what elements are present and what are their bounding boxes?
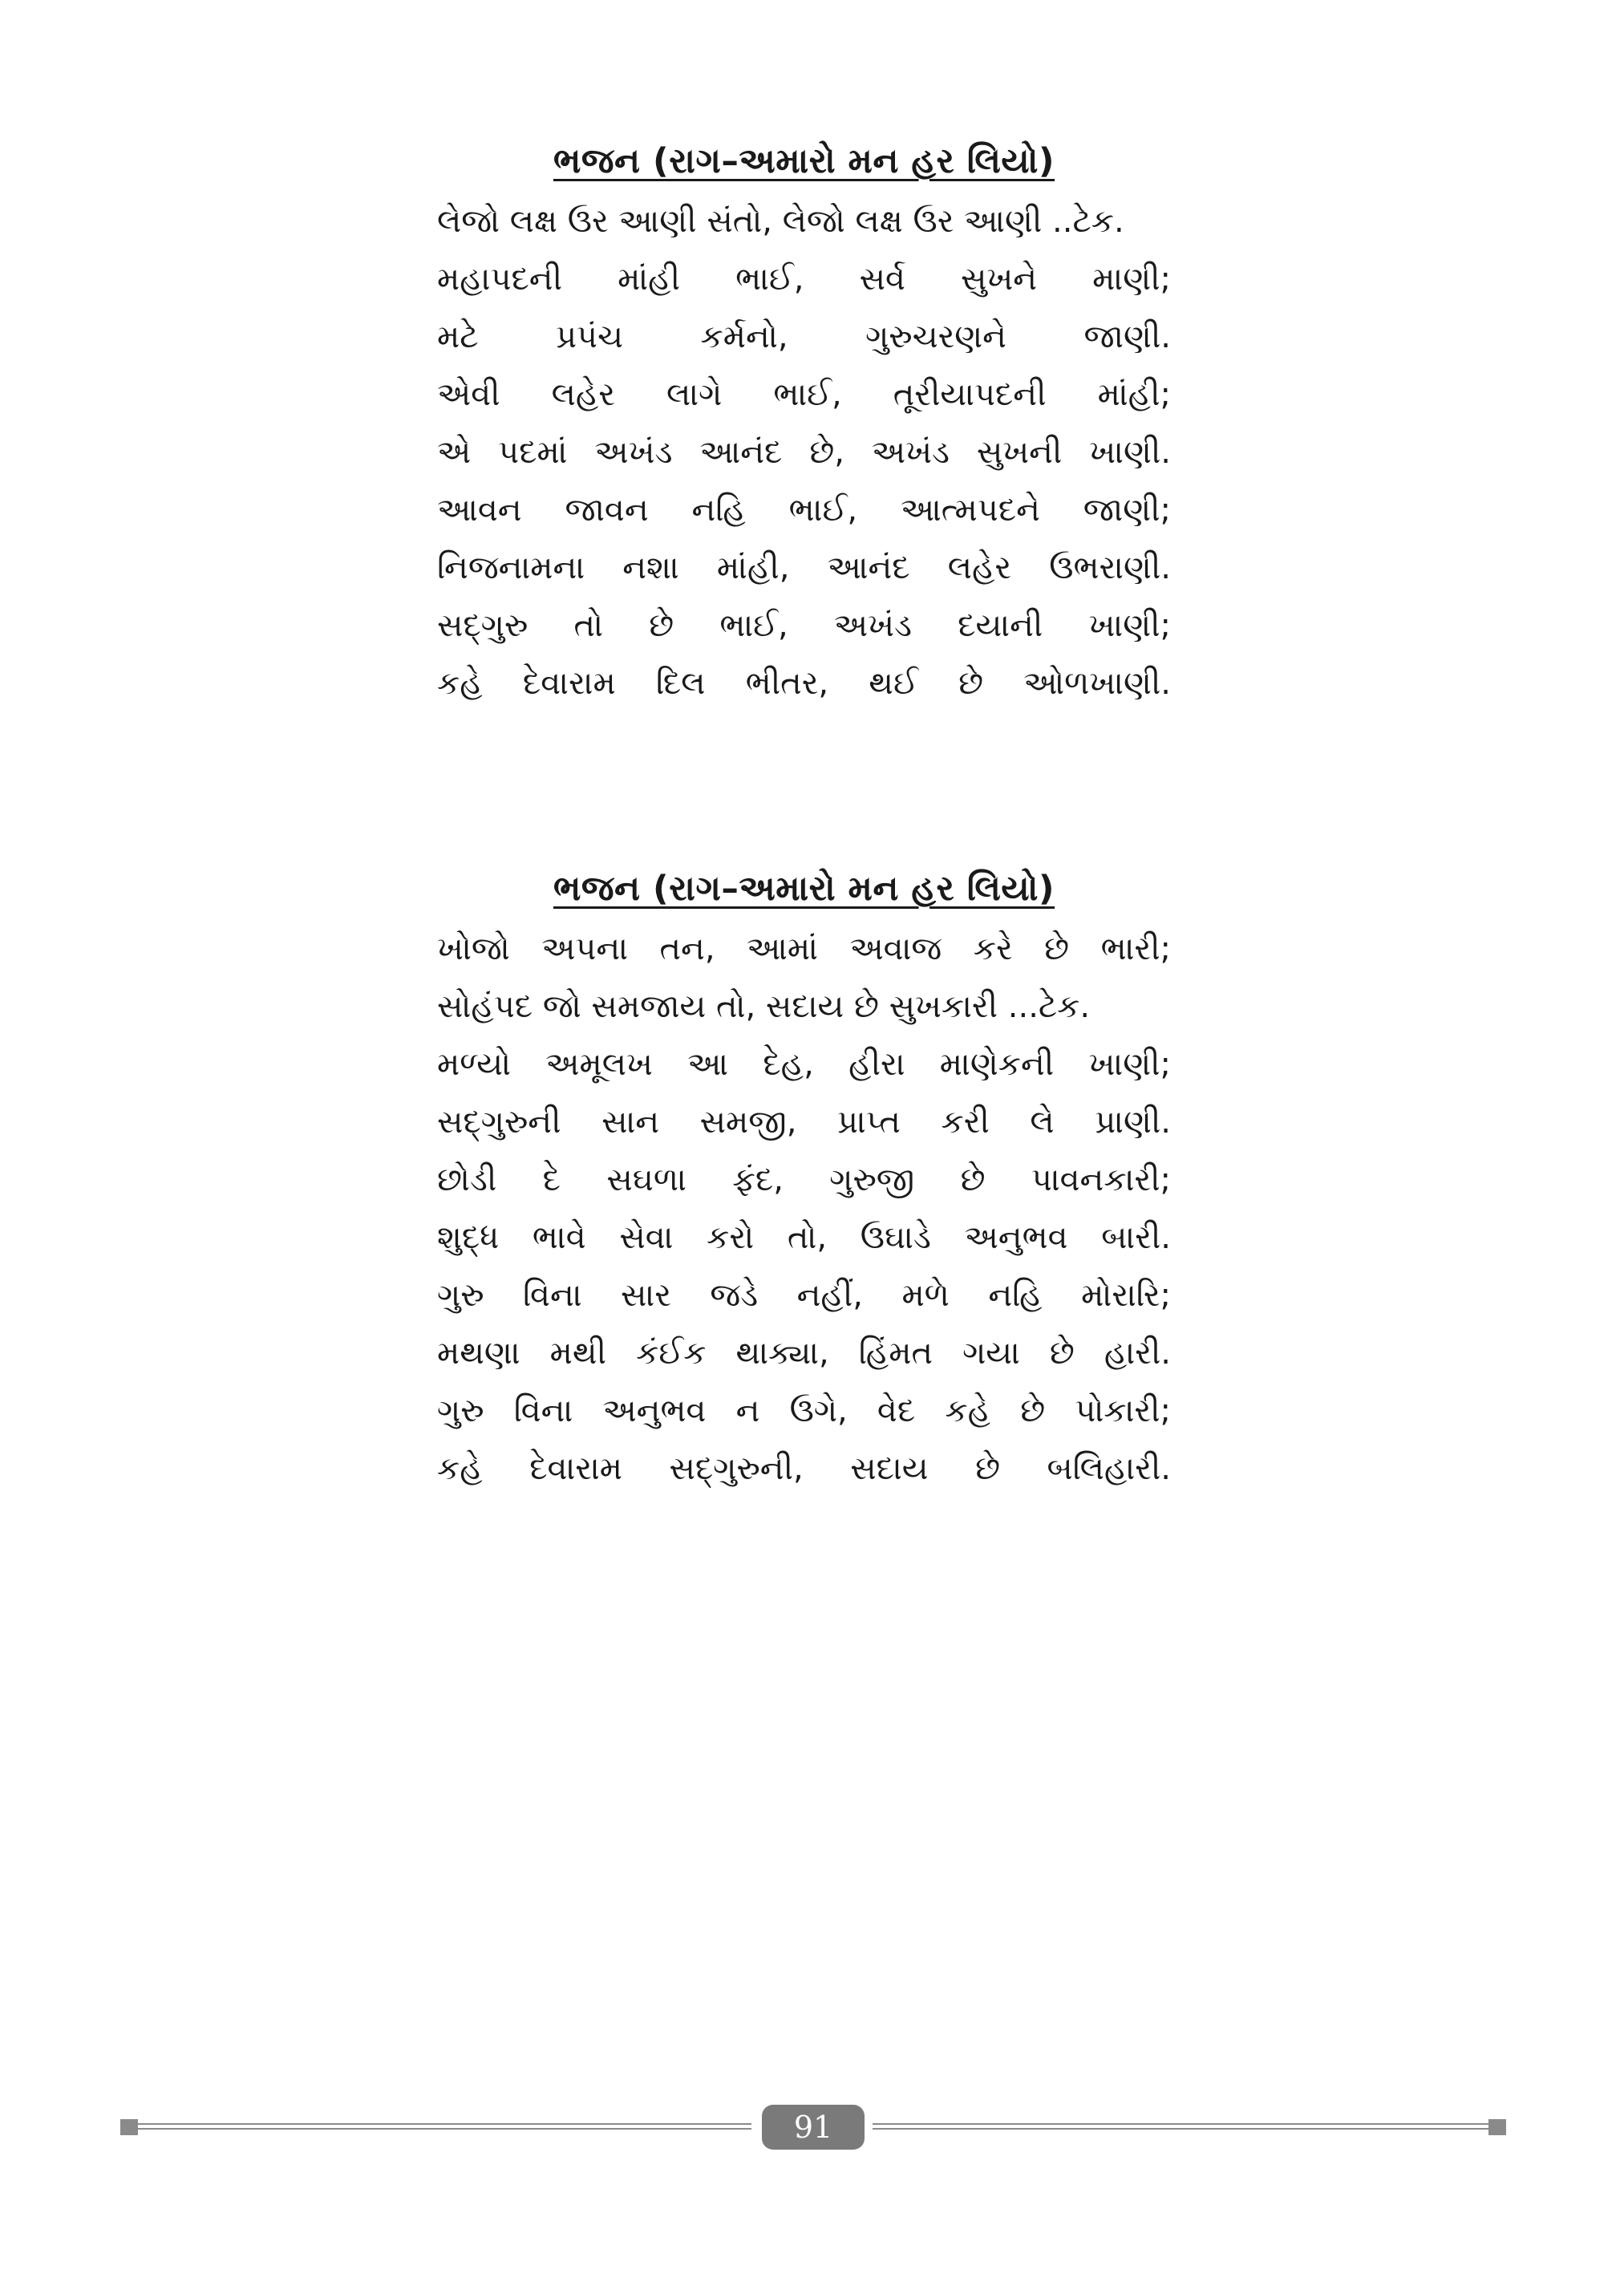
verse-line: એ પદમાં અખંડ આનંદ છે, અખંડ સુખની ખાણી. [437,434,1171,471]
footer-rule-right [873,2123,1488,2130]
verse-line: મહાપદની માંહી ભાઈ, સર્વ સુખને માણી; [437,261,1171,298]
verse-line: ગુરુ વિના અનુભવ ન ઉગે, વેદ કહે છે પોકારી; [437,1392,1171,1429]
verse-line: સદ્‌ગુરુની સાન સમજી, પ્રાપ્ત કરી લે પ્રાણી. [437,1104,1171,1141]
bhajan-1-title: ભજન (રાગ–અમારો મન હર લિયો) [553,141,1055,181]
footer-rule-cap-right [1488,2119,1506,2135]
page-footer [120,2103,1506,2151]
verse-line: મળ્યો અમૂલખ આ દેહ, હીરા માણેકની ખાણી; [437,1046,1171,1083]
verse-line: કહે દેવારામ દિલ ભીતર, થઈ છે ઓળખાણી. [437,665,1171,702]
bhajan-2 [437,862,1171,1498]
verse-line: આવન જાવન નહિ ભાઈ, આત્મપદને જાણી; [437,492,1171,529]
verse-line: નિજનામના નશા માંહી, આનંદ લહેર ઉભરાણી. [437,549,1171,586]
verse-line: સદ્‌ગુરુ તો છે ભાઈ, અખંડ દયાની ખાણી; [437,607,1171,644]
footer-rule-left [138,2123,751,2130]
bhajan-1 [437,135,1171,712]
verse-line: લેજો લક્ષ ઉર આણી સંતો, લેજો લક્ષ ઉર આણી ..ટેક. [437,203,1124,240]
verse-line: મટે પ્રપંચ કર્મનો, ગુરુચરણને જાણી. [437,318,1171,355]
verse-line: સોહંપદ જો સમજાય તો, સદાય છે સુખકારી ...ટેક. [437,988,1091,1025]
verse-line: મથણા મથી કંઈક થાક્યા, હિંમત ગયા છે હારી. [437,1335,1171,1372]
verse-line: કહે દેવારામ સદ્‌ગુરુની, સદાય છે બલિહારી. [437,1450,1171,1487]
verse-line: એવી લહેર લાગે ભાઈ, તૂરીયાપદની માંહી; [437,376,1171,413]
verse-line: ખોજો અપના તન, આમાં અવાજ કરે છે ભારી; [437,930,1171,967]
bhajan-2-title: ભજન (રાગ–અમારો મન હર લિયો) [553,869,1055,909]
verse-line: શુદ્ધ ભાવે સેવા કરો તો, ઉઘાડે અનુભવ બારી. [437,1219,1171,1256]
footer-rule-cap-left [120,2119,138,2135]
page-number: 91 [762,2105,865,2150]
verse-line: છોડી દે સઘળા ફંદ, ગુરુજી છે પાવનકારી; [437,1161,1171,1198]
verse-line: ગુરુ વિના સાર જડે નહીં, મળે નહિ મોરારિ; [437,1277,1171,1314]
